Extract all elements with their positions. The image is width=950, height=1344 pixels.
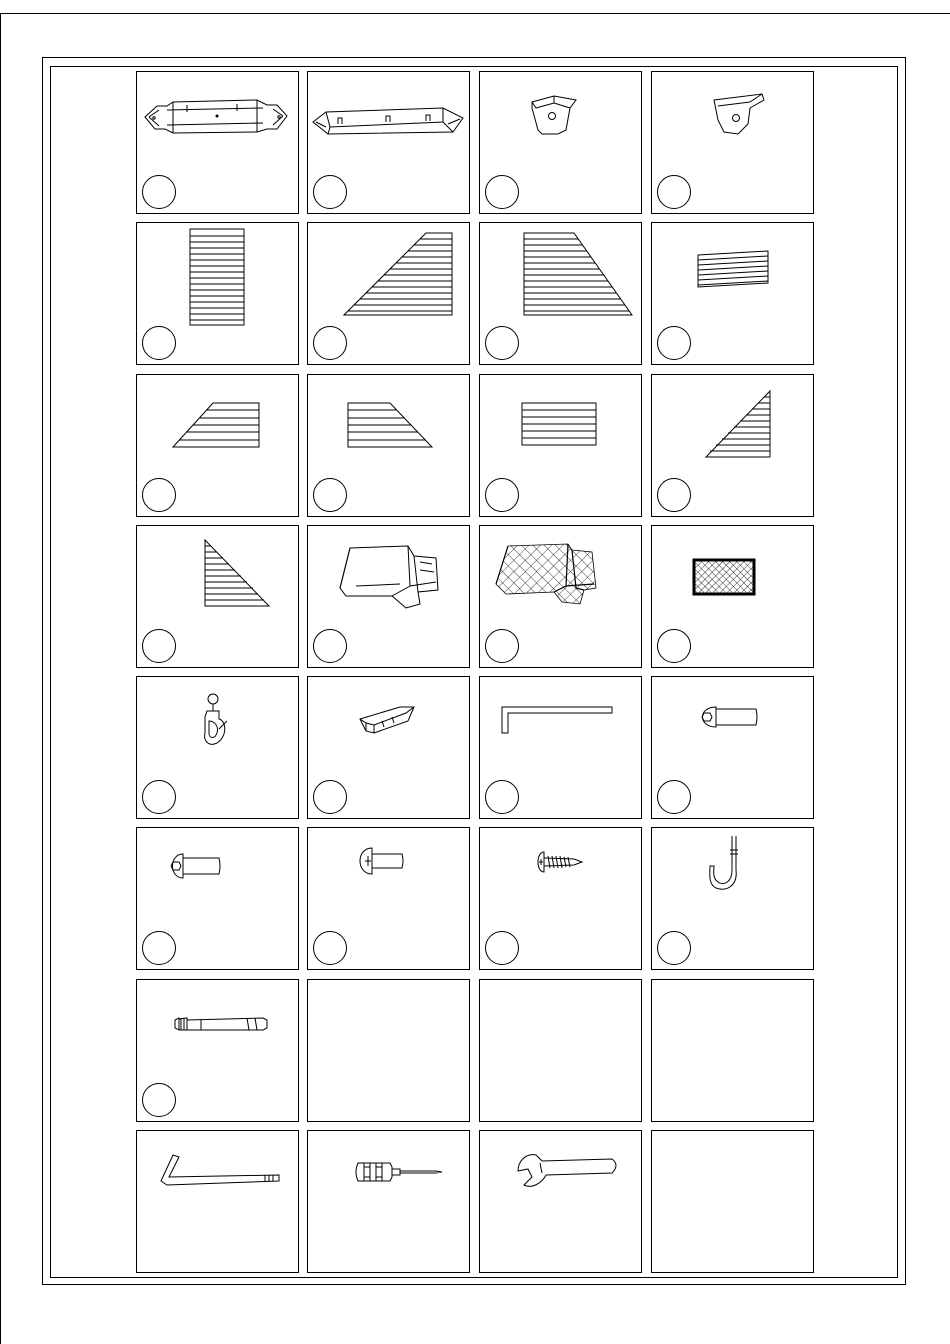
part-number-circle [142, 175, 176, 209]
part-cell-24 [651, 827, 814, 970]
part-cell-11 [479, 374, 642, 517]
part-cell-7 [479, 222, 642, 365]
part-number-circle [313, 629, 347, 663]
part-number-circle [485, 175, 519, 209]
part-cell-10 [307, 374, 470, 517]
part-number-circle [142, 1083, 176, 1117]
page-edge-left [0, 13, 1, 1344]
part-cell-5 [136, 222, 299, 365]
part-cell-19 [479, 676, 642, 819]
part-number-circle [142, 780, 176, 814]
page-edge-top [0, 13, 950, 14]
part-cell-20 [651, 676, 814, 819]
part-cell-12 [651, 374, 814, 517]
part-cell-15 [479, 525, 642, 668]
part-number-circle [657, 629, 691, 663]
part-cell-2 [307, 71, 470, 214]
part-cell-23 [479, 827, 642, 970]
part-cell-8 [651, 222, 814, 365]
part-cell-17 [136, 676, 299, 819]
part-cell-empty-28 [651, 979, 814, 1122]
allen-key-icon [137, 1131, 300, 1274]
part-number-circle [485, 629, 519, 663]
tool-cell-screwdriver [307, 1130, 470, 1273]
part-cell-empty-26 [307, 979, 470, 1122]
part-number-circle [313, 780, 347, 814]
part-cell-4 [651, 71, 814, 214]
tool-cell-wrench [479, 1130, 642, 1273]
part-cell-14 [307, 525, 470, 668]
wrench-icon [480, 1131, 643, 1274]
part-number-circle [142, 629, 176, 663]
part-number-circle [142, 931, 176, 965]
part-number-circle [657, 175, 691, 209]
part-number-circle [485, 780, 519, 814]
part-number-circle [485, 326, 519, 360]
part-number-circle [657, 780, 691, 814]
part-cell-9 [136, 374, 299, 517]
part-number-circle [313, 931, 347, 965]
part-cell-16 [651, 525, 814, 668]
part-number-circle [485, 478, 519, 512]
part-cell-13 [136, 525, 299, 668]
part-number-circle [485, 931, 519, 965]
part-number-circle [313, 478, 347, 512]
part-number-circle [142, 326, 176, 360]
part-cell-21 [136, 827, 299, 970]
part-cell-1 [136, 71, 299, 214]
part-cell-18 [307, 676, 470, 819]
part-number-circle [313, 175, 347, 209]
part-number-circle [313, 326, 347, 360]
part-cell-empty-27 [479, 979, 642, 1122]
part-cell-25 [136, 979, 299, 1122]
part-number-circle [657, 931, 691, 965]
part-number-circle [657, 478, 691, 512]
part-number-circle [142, 478, 176, 512]
part-cell-22 [307, 827, 470, 970]
tool-cell-allen-key [136, 1130, 299, 1273]
tool-cell-empty [651, 1130, 814, 1273]
part-number-circle [657, 326, 691, 360]
part-cell-3 [479, 71, 642, 214]
part-cell-6 [307, 222, 470, 365]
screwdriver-icon [308, 1131, 471, 1274]
